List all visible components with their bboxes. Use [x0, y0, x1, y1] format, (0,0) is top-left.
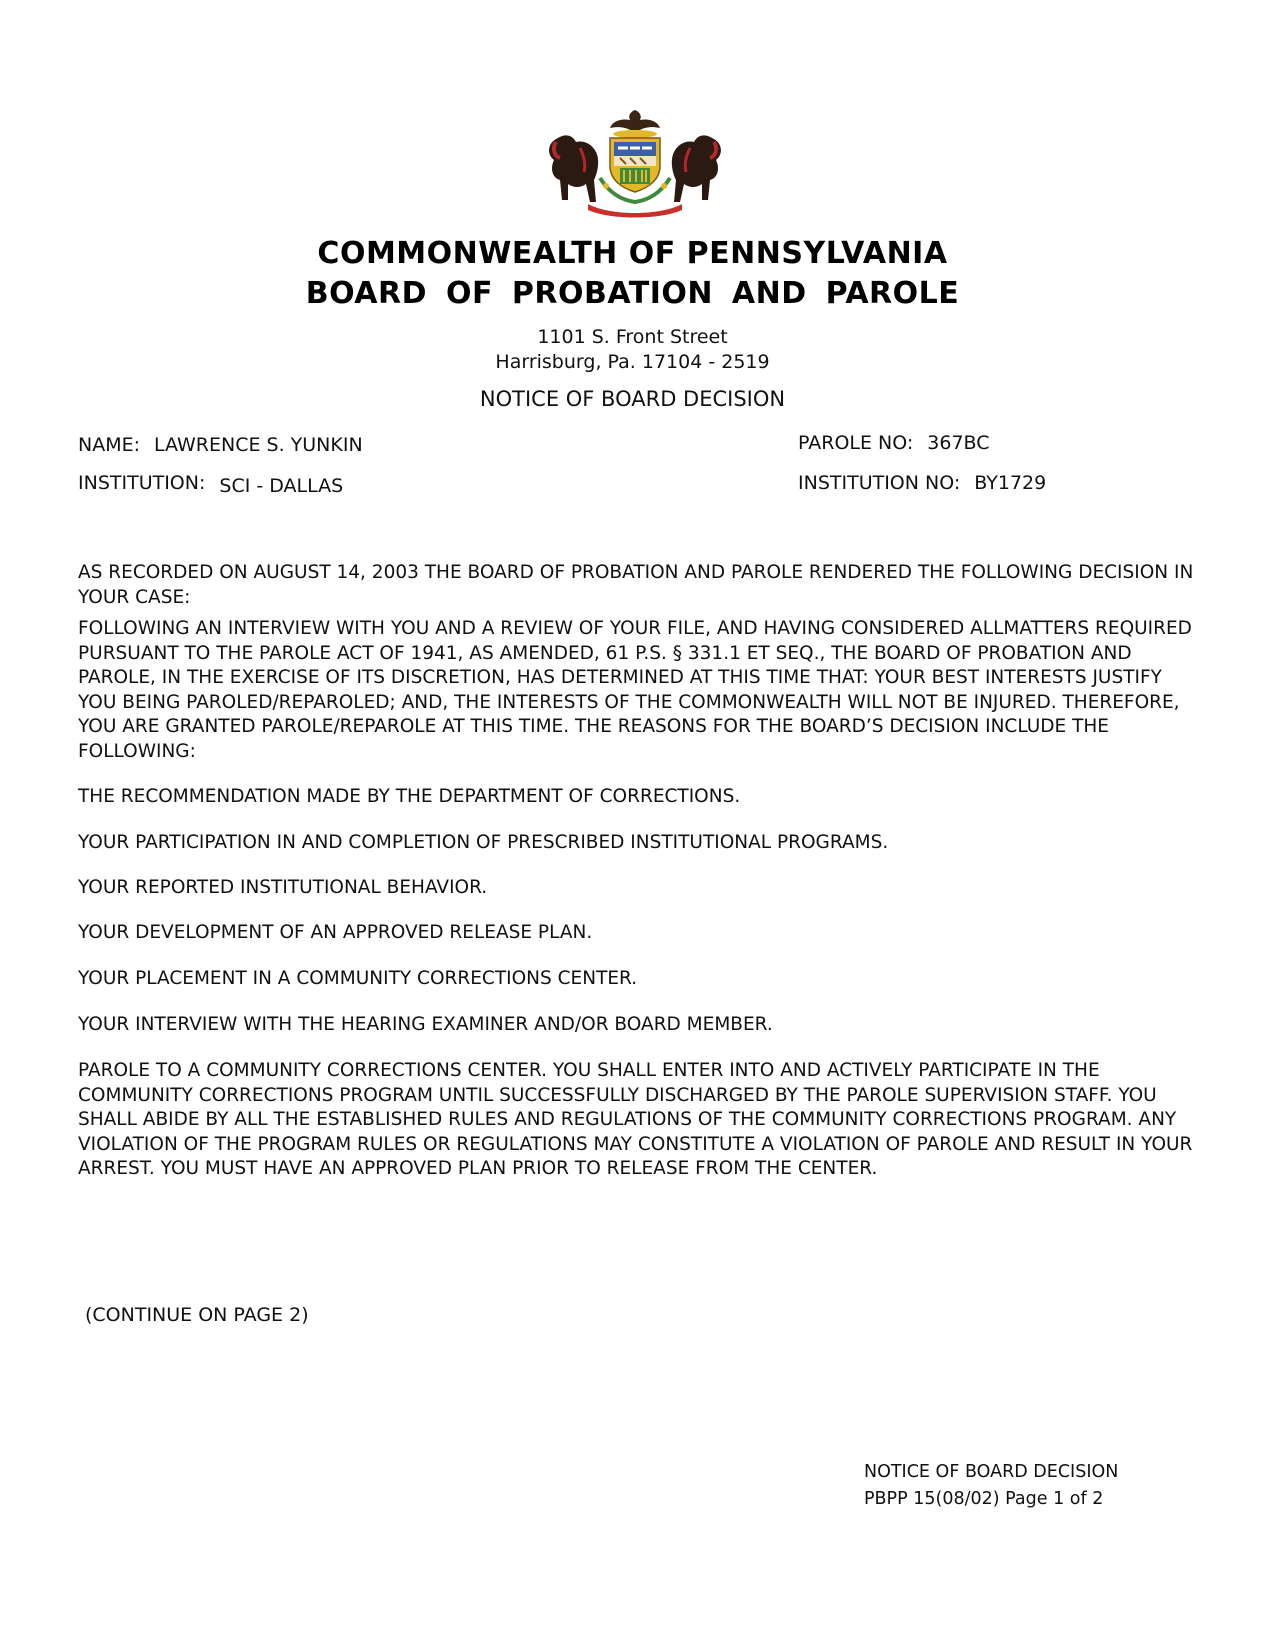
name-value: LAWRENCE S. YUNKIN — [154, 434, 363, 456]
reason-item: YOUR DEVELOPMENT OF AN APPROVED RELEASE PLAN. — [78, 922, 593, 943]
address-line-1: 1101 S. Front Street — [537, 326, 728, 348]
institution-value: SCI - DALLAS — [219, 475, 344, 497]
institution-label: INSTITUTION: — [78, 472, 206, 494]
parole-no-value: 367BC — [927, 432, 990, 454]
parole-no-field — [798, 431, 990, 455]
intro-paragraph: AS RECORDED ON AUGUST 14, 2003 THE BOARD OF PROBATION AND PAROLE RENDERED THE FOLLOWING DECISION IN YOUR CASE: — [78, 562, 1194, 608]
reason-item: YOUR INTERVIEW WITH THE HEARING EXAMINER AND/OR BOARD MEMBER. — [78, 1014, 773, 1035]
header-line-2: BOARD OF PROBATION AND PAROLE — [305, 276, 960, 311]
pennsylvania-coat-of-arms-icon — [540, 108, 730, 218]
name-field — [78, 433, 363, 457]
institution-no-field — [798, 471, 1046, 495]
condition-paragraph: PAROLE TO A COMMUNITY CORRECTIONS CENTER. YOU SHALL ENTER INTO AND ACTIVELY PARTICIPATE IN THE COMMUNITY CORRECTIONS PROGRAM UNTIL SUCCESSFULLY DISCHARGED BY THE PAROLE SUPERVISION STAFF. YOU SHALL ABIDE BY ALL THE ESTABLISHED RULES AND REGULATIONS OF THE COMMUNITY CORRECTIONS PROGRAM. ANY VIOLATION OF THE PROGRAM RULES OR REGULATIONS MAY CONSTITUTE A VIOLATION OF PAROLE AND RESULT IN YOUR ARREST. YOU MUST HAVE AN APPROVED PLAN PRIOR TO RELEASE FROM THE CENTER. — [78, 1060, 1193, 1179]
address-line-2: Harrisburg, Pa. 17104 - 2519 — [495, 351, 770, 373]
parole-no-label: PAROLE NO: — [798, 432, 914, 454]
footer-form-title: NOTICE OF BOARD DECISION — [864, 1462, 1119, 1482]
notice-title: NOTICE OF BOARD DECISION — [479, 387, 786, 411]
header-line-1: COMMONWEALTH OF PENNSYLVANIA — [317, 236, 948, 271]
reason-item: THE RECOMMENDATION MADE BY THE DEPARTMENT OF CORRECTIONS. — [78, 786, 741, 807]
institution-no-label: INSTITUTION NO: — [798, 472, 961, 494]
reason-item: YOUR PLACEMENT IN A COMMUNITY CORRECTIONS CENTER. — [78, 968, 638, 989]
footer-form-number: PBPP 15(08/02) Page 1 of 2 — [864, 1489, 1104, 1509]
reason-item: YOUR PARTICIPATION IN AND COMPLETION OF PRESCRIBED INSTITUTIONAL PROGRAMS. — [78, 832, 889, 853]
name-label: NAME: — [78, 434, 141, 456]
decision-paragraph: FOLLOWING AN INTERVIEW WITH YOU AND A REVIEW OF YOUR FILE, AND HAVING CONSIDERED ALLMATTERS REQUIRED PURSUANT TO THE PAROLE ACT OF 1941, AS AMENDED, 61 P.S. § 331.1 ET SEQ., THE BOARD OF PROBATION AND PAROLE, IN THE EXERCISE OF ITS DISCRETION, HAS DETERMINED AT THIS TIME THAT: YOUR BEST INTERESTS JUSTIFY YOU BEING PAROLED/REPAROLED; AND, THE INTERESTS OF THE COMMONWEALTH WILL NOT BE INJURED. THEREFORE, YOU ARE GRANTED PAROLE/REPAROLE AT THIS TIME. THE REASONS FOR THE BOARD’S DECISION INCLUDE THE FOLLOWING: — [78, 618, 1192, 762]
continue-note: (CONTINUE ON PAGE 2) — [85, 1304, 309, 1326]
institution-field — [78, 471, 343, 495]
institution-no-value: BY1729 — [974, 472, 1047, 494]
reason-item: YOUR REPORTED INSTITUTIONAL BEHAVIOR. — [78, 877, 488, 898]
